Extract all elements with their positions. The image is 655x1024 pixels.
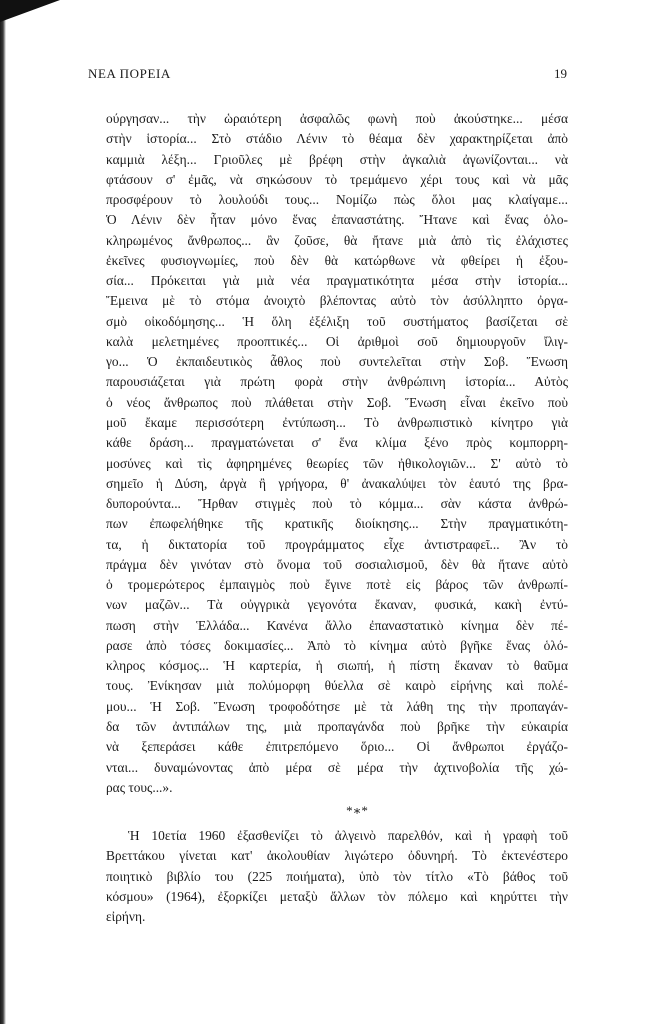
text-line: ρασε ἀπὸ τόσες δοκιμασίες... Ἀπὸ τὸ κίνημα αὐτὸ βγῆκε ἕνας ὁλό- <box>106 637 568 653</box>
text-line: πράγμα δὲν γινόταν στὸ ὄνομα τοῦ σοσιαλισμοῦ, δὲν θὰ ἤτανε αὐτὸ <box>106 556 568 572</box>
text-line: νων μαζῶν... Τὰ οὐγγρικὰ γεγονότα ἔκαναν, φυσικά, κακὴ ἐντύ- <box>106 597 568 613</box>
text-line: μοσύνες καὶ τὶς ἀφηρημένες θεωρίες τῶν ἠθικολογιῶν... Σ' αὐτὸ τὸ <box>106 455 568 471</box>
text-line: προσφέρουν τὸ λουλούδι τους... Νομίζω πὼς ὅλοι μας κλαίγαμε... <box>106 192 568 208</box>
text-line: τους. Ἐνίκησαν μιὰ πολύμορφη θύελλα σὲ καιρὸ εἰρήνης καὶ πολέ- <box>106 678 568 694</box>
text-line: νται... δυναμώνοντας ἀπὸ μέρα σὲ μέρα τὴν ἀχτινοβολία τῆς χώ- <box>106 759 568 775</box>
running-head: ΝΕΑ ΠΟΡΕΙΑ <box>88 66 171 81</box>
text-line: στὴν ἱστορία... Στὸ στάδιο Λένιν τὸ θέαμα δὲν χαρακτηρίζεται ἀπὸ <box>106 131 568 147</box>
text-line: δα τῶν ἀντιπάλων της, μιὰ προπαγάνδα ποὺ βρῆκε τὴν εὐκαιρία <box>106 718 568 734</box>
text-line: σημεῖο ἡ Δύση, ἀργὰ ἢ γρήγορα, θ' ἀνακαλύψει τὸν ἑαυτό της βρα- <box>106 475 568 491</box>
section-separator: *∗* <box>346 803 368 819</box>
text-line: σμὸ οἰκοδόμησης... Ἡ ὅλη ἐξέλιξη τοῦ συστήματος βασίζεται σὲ <box>106 313 568 329</box>
text-line: σία... Πρόκειται γιὰ μιὰ νέα πραγματικότητα μέσα στὴν ἱστορία... <box>106 273 568 289</box>
text-line: Ἡ 10ετία 1960 ἐξασθενίζει τὸ ἀλγεινὸ παρελθόν, καὶ ἡ γραφὴ τοῦ <box>128 828 568 843</box>
text-line: γο... Ὁ ἐκπαιδευτικὸς ἆθλος ποὺ συντελεῖται στὴν Σοβ. Ἕνωση <box>106 354 568 370</box>
text-line: κληρος κόσμος... Ἡ καρτερία, ἡ σιωπή, ἡ πίστη ἔκαναν τὸ θαῦμα <box>106 658 568 674</box>
page-number: 19 <box>554 66 567 81</box>
text-line: ούργησαν... τὴν ὡραιότερη ἀσφαλῶς φωνὴ ποὺ ἀκούστηκε... μέσα <box>106 111 568 126</box>
text-line: Ὁ Λένιν δὲν ἦταν μόνο ἕνας ἐπαναστάτης. Ἤτανε καὶ ἕνας ὁλο- <box>106 212 568 228</box>
text-line: εἰρήνη. <box>106 909 146 925</box>
text-line: μοῦ ἔκαμε περισσότερη ἐντύπωση... Τὸ ἀνθρωπιστικὸ κίνητρο γιὰ <box>106 414 568 430</box>
text-line: ὁ νέος ἄνθρωπος ποὺ πλάθεται στὴν Σοβ. Ἕνωση εἶναι ἐκεῖνο ποὺ <box>106 394 568 410</box>
text-line: ρας τους...». <box>106 779 173 795</box>
text-line: φτάσουν σ' ἐμᾶς, νὰ σηκώσουν τὸ τρεμάμενο χέρι τους καὶ νὰ μᾶς <box>106 171 568 187</box>
text-line: Βρεττάκου γίνεται κατ' ἀκολουθίαν λιγώτερο ὀδυνηρή. Τὸ ἐκτενέστερο <box>106 848 568 864</box>
text-line: νὰ ξεπεράσει κάθε ἐπιτρεπόμενο ὅριο... Οἱ ἄνθρωποι ἐργάζο- <box>106 739 568 755</box>
text-line: καλὰ μελετημένες προοπτικές... Οἱ ἀριθμοὶ σοῦ δημιουργοῦν ἴλιγ- <box>106 333 568 349</box>
text-line: Ἔμεινα μὲ τὸ στόμα ἀνοιχτὸ βλέποντας αὐτὸ τὸν ἀσύλληπτο ὀργα- <box>106 293 568 309</box>
text-line: κληρωμένος ἄνθρωπος... ἂν ζοῦσε, θὰ ἤτανε μιὰ ἀπὸ τὶς ἐλάχιστες <box>106 232 568 248</box>
text-line: πων ἐπωφελήθηκε τῆς κρατικῆς διοίκησης... Στὴν πραγματικότη- <box>106 516 568 532</box>
text-line: πωση στὴν Ἑλλάδα... Κανένα ἄλλο ἐπαναστατικὸ κίνημα δὲν πέ- <box>106 617 568 633</box>
text-line: κάθε δράση... πραγματώνεται σ' ἕνα κλίμα ξένο πρὸς κομπορρη- <box>106 435 568 451</box>
text-line: κόσμου» (1964), ἐξορκίζει μεταξὺ ἄλλων τὸν πόλεμο καὶ κηρύττει τὴν <box>106 888 568 904</box>
text-line: μου... Ἡ Σοβ. Ἕνωση τροφοδότησε μὲ τὰ λάθη της τὴν προπαγάν- <box>106 698 568 714</box>
text-line: παρουσιάζεται γιὰ πρώτη φορὰ στὴν ἀνθρώπινη ἱστορία... Αὐτὸς <box>106 374 568 390</box>
scan-page-edge <box>0 0 6 1024</box>
paragraph <box>106 826 568 927</box>
quotation-block <box>106 109 568 824</box>
text-line: ποιητικὸ βιβλίο του (225 ποιήματα), ὑπὸ τὸν τίτλο «Τὸ βάθος τοῦ <box>106 868 568 884</box>
text-line: τα, ἡ δικτατορία τοῦ προγράμματος εἶχε ἀντιστραφεῖ... Ἂν τὸ <box>106 536 568 552</box>
text-line: καμμιὰ λέξη... Γριοῦλες μὲ βρέφη στὴν ἀγκαλιὰ ἀγωνίζονται... νὰ <box>106 151 568 167</box>
text-line: ὁ τρομερώτερος ἐμπαιγμὸς ποὺ ἔγινε ποτὲ εἰς βάρος τῶν ἀνθρωπί- <box>106 577 568 593</box>
text-line: δυπορούντα... Ἤρθαν στιγμὲς ποὺ τὸ κόμμα... σὰν κάστα ἀνθρώ- <box>106 496 568 512</box>
scan-corner-shadow <box>0 0 60 22</box>
text-line: ἐκεῖνες φυσιογνωμίες, ποὺ δὲν θὰ κατώρθωνε νὰ φθείρει ἡ ἐξου- <box>106 252 568 268</box>
